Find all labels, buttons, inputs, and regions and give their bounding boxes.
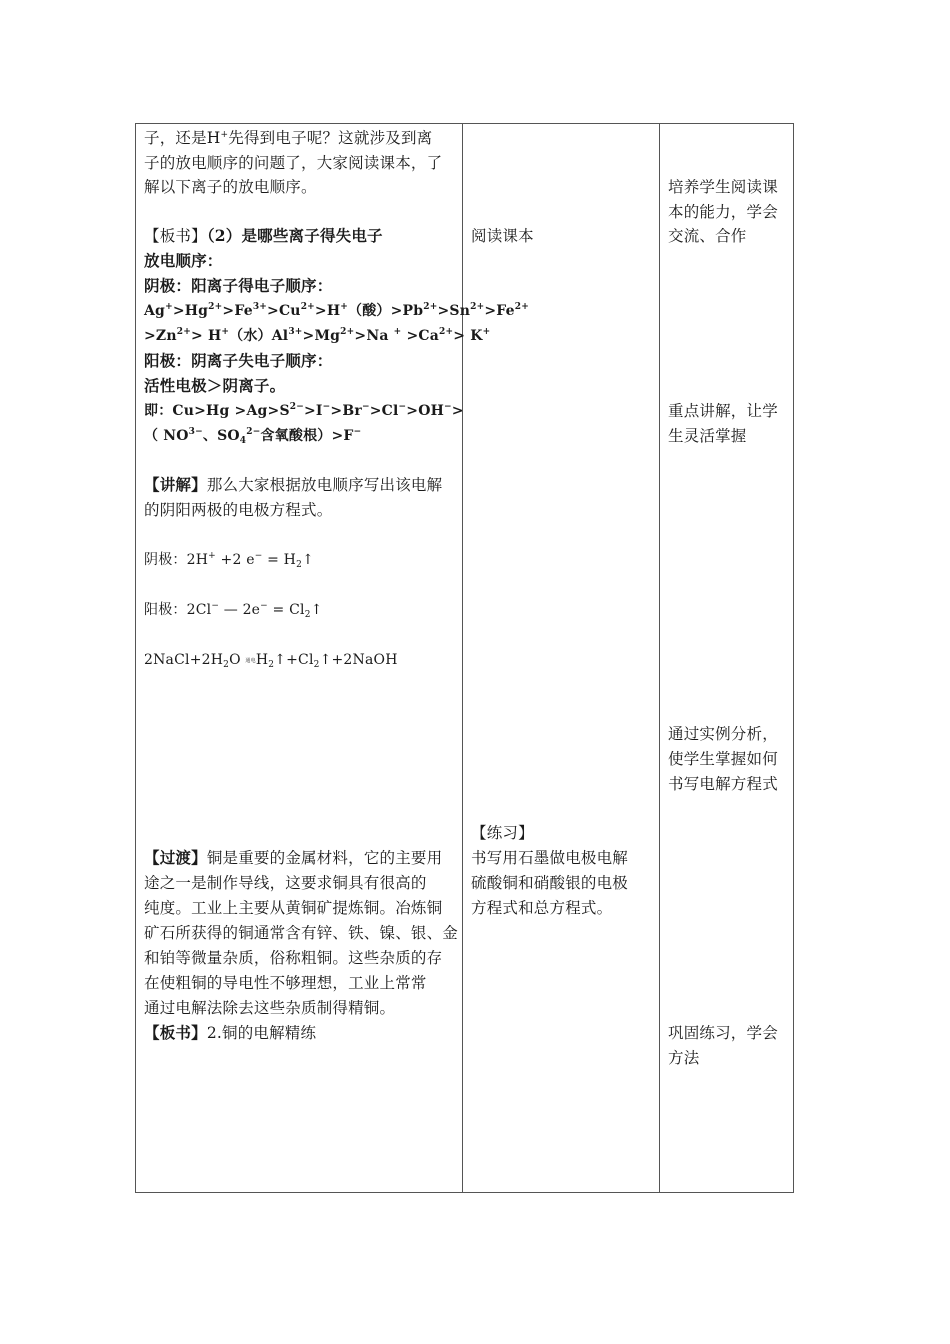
cathode-equation: 阴极：2H+ +2 $e^- = H_2↑$ (144, 551, 314, 570)
practice-tag: 【练习】 (471, 824, 534, 842)
cathode-order-line-1: $Ag^+>Hg^{2+}>Fe^{3+}>Cu^{2+}>H^+$（酸）$>Pb^{2+}>Sn^{2+}>Fe^{2+}$ (144, 302, 529, 319)
practice-line-3: 方程式和总方程式。 (471, 899, 613, 917)
transition-line-6: 在使粗铜的导电性不够理想，工业上常常 (144, 974, 427, 992)
transition-line-3: 纯度。工业上主要从黄铜矿提炼铜。冶炼铜 (144, 899, 443, 917)
goal4-line-2: 方法 (668, 1049, 700, 1067)
goal3-line-3: 书写电解方程式 (668, 775, 778, 793)
intro-line-3: 解以下离子的放电顺序。 (144, 178, 317, 196)
goal2-line-2: 生灵活掌握 (668, 427, 747, 445)
goal3-line-1: 通过实例分析， (668, 725, 778, 743)
lecture-line-1: 【讲解】那么大家根据放电顺序写出该电解 (144, 475, 443, 494)
total-equation: $2NaCl+2H_2O$ 通电$H_2↑+Cl_2↑+2NaOH$ (144, 652, 398, 670)
anode-equation: 阳极：2Cl− — $2e^- = Cl_2↑$ (144, 601, 323, 620)
goal1-line-3: 交流、合作 (668, 227, 747, 245)
design-intent-column (659, 124, 793, 1192)
transition-line-1: 【过渡】铜是重要的金属材料，它的主要用 (144, 848, 443, 867)
lesson-table (135, 123, 794, 1193)
cathode-order-line-2: $>Zn^{2+}> H^+$（水）$Al^{3+}>Mg^{2+}>Na$ $^+ >Ca^{2+}> K^+$ (144, 327, 491, 344)
student-activity-column (462, 124, 660, 1192)
practice-line-1: 书写用石墨做电极电解 (471, 849, 629, 867)
board1-heading: 【板书】（2）是哪些离子得失电子 (144, 226, 383, 245)
cathode-order-title: 阴极：阳离子得电子顺序： (144, 276, 333, 295)
discharge-order-title: 放电顺序： (144, 251, 223, 270)
practice-line-2: 硫酸铜和硝酸银的电极 (471, 874, 629, 892)
anode-order-line-1: 即：$Cu>Hg >Ag>S^{2-}>I^->Br^->Cl^->OH^->$ (144, 402, 464, 419)
transition-line-4: 矿石所获得的铜通常含有锌、铁、镍、银、金 (144, 924, 459, 942)
goal3-line-2: 使学生掌握如何 (668, 750, 778, 768)
anode-order-rule: 活性电极＞阴离子。 (144, 376, 286, 395)
anode-order-title: 阳极：阴离子失电子顺序： (144, 351, 333, 370)
read-textbook: 阅读课本 (471, 227, 534, 245)
transition-line-2: 途之一是制作导线，这要求铜具有很高的 (144, 874, 427, 892)
goal1-line-2: 本的能力，学会 (668, 203, 778, 221)
goal2-line-1: 重点讲解，让学 (668, 402, 778, 420)
intro-line-2: 子的放电顺序的问题了，大家阅读课本，了 (144, 154, 443, 172)
intro-line-1: 子，还是H+先得到电子呢？这就涉及到离 (144, 129, 433, 147)
transition-line-7: 通过电解法除去这些杂质制得精铜。 (144, 999, 396, 1017)
anode-order-line-2: （ $NO^{3-}$、$SO_4^{2-}$含氧酸根）>F− (144, 427, 362, 446)
transition-line-5: 和铂等微量杂质，俗称粗铜。这些杂质的存 (144, 949, 443, 967)
lecture-line-2: 的阴阳两极的电极方程式。 (144, 501, 333, 519)
goal4-line-1: 巩固练习，学会 (668, 1024, 778, 1042)
goal1-line-1: 培养学生阅读课 (668, 178, 778, 196)
board2-line: 【板书】2.铜的电解精练 (144, 1023, 317, 1042)
